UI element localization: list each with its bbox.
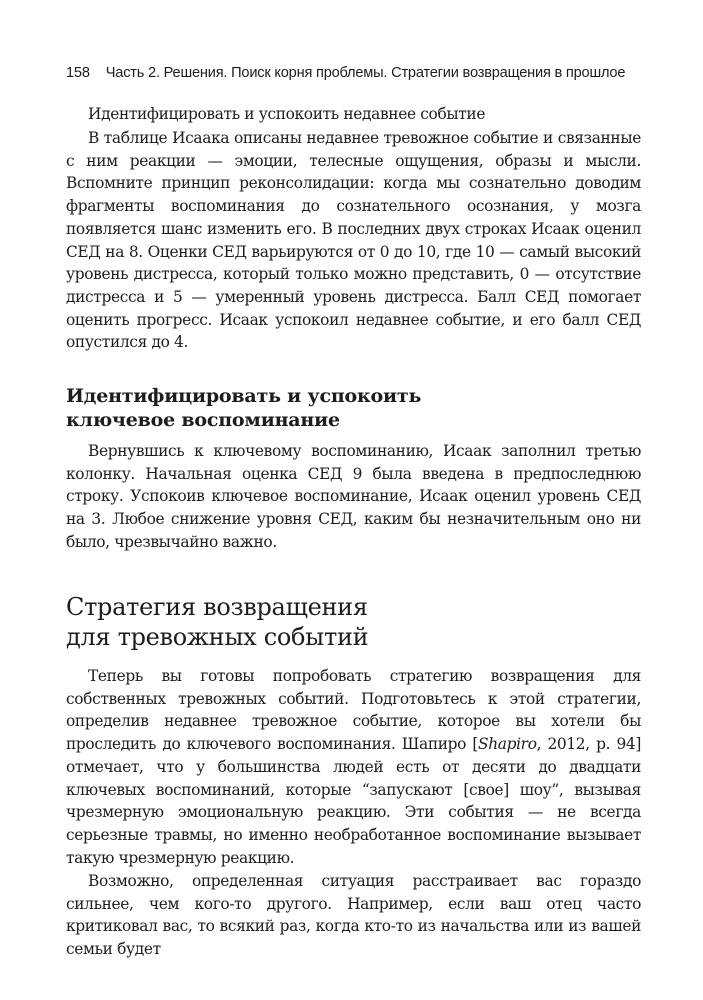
heading-key-memory-line1: Идентифицировать и успокоить <box>66 385 422 407</box>
citation-author: Shapiro <box>478 735 537 754</box>
paragraph-return-strategy <box>66 665 641 869</box>
heading-return-strategy-line1: Стратегия возвращения <box>66 593 368 621</box>
paragraph-return-strategy-part1: Теперь вы готовы попробовать стратегию возвращения для собственных тревожных событий. Подготовьтесь к этой стратегии, определив недавнее тревожное событие, которое вы хотели бы проследить до ключевого воспоминания. Шапиро [ <box>66 667 641 754</box>
paragraph-key-memory: Вернувшись к ключевому воспоминанию, Исаак заполнил третью колонку. Начальная оценка СЕД 9 была введена в предпоследнюю строку. Успокоив ключевое воспоминание, Исаак оценил уровень СЕД на 3. Любое снижение уровня СЕД, каким бы незначительным оно ни было, чрезвычайно важно. <box>66 442 641 551</box>
heading-return-strategy <box>66 592 641 652</box>
paragraph-return-strategy-part2: , 2012, p. 94] отмечает, что у большинства людей есть от десяти до двадцати ключевых воспоминаний, которые “запускают [свое] шоу”, вызывая чрезмерную эмоциональную реакцию. Эти события — не всегда серьезные травмы, но именно необработанное воспоминание вызывает такую чрезмерную реакцию. <box>66 735 641 867</box>
heading-return-strategy-line2: для тревожных событий <box>66 623 369 651</box>
paragraph-recent-event: В таблице Исаака описаны недавнее тревожное событие и связанные с ним реакции — эмоции, телесные ощущения, образы и мысли. Вспомните принцип реконсолидации: когда мы сознательно доводим фрагменты воспоминания до сознательного осознания, у мозга появляется шанс изменить его. В последних двух строках Исаак оценил СЕД на 8. Оценки СЕД варьируются от 0 до 10, где 10 — самый высокий уровень дистресса, который только можно представить, 0 — отсутствие дистресса и 5 — умеренный уровень дистресса. Балл СЕД помогает оценить прогресс. Исаак успокоил недавнее событие, и его балл СЕД опустился до 4. <box>66 129 641 352</box>
heading-key-memory-line2: ключевое воспоминание <box>66 409 340 431</box>
section-subtitle-recent-event: Идентифицировать и успокоить недавнее событие <box>88 105 486 123</box>
page-number: 158 <box>66 65 90 81</box>
paragraph-situation-example: Возможно, определенная ситуация расстраивает вас гораздо сильнее, чем кого-то другого. Например, если ваш отец часто критиковал вас, то всякий раз, когда кто-то из начальства или из вашей семьи будет <box>66 872 641 959</box>
running-title: Часть 2. Решения. Поиск корня проблемы. Стратегии возвращения в прошлое <box>105 65 626 81</box>
heading-key-memory <box>66 384 641 432</box>
running-header <box>66 64 641 82</box>
